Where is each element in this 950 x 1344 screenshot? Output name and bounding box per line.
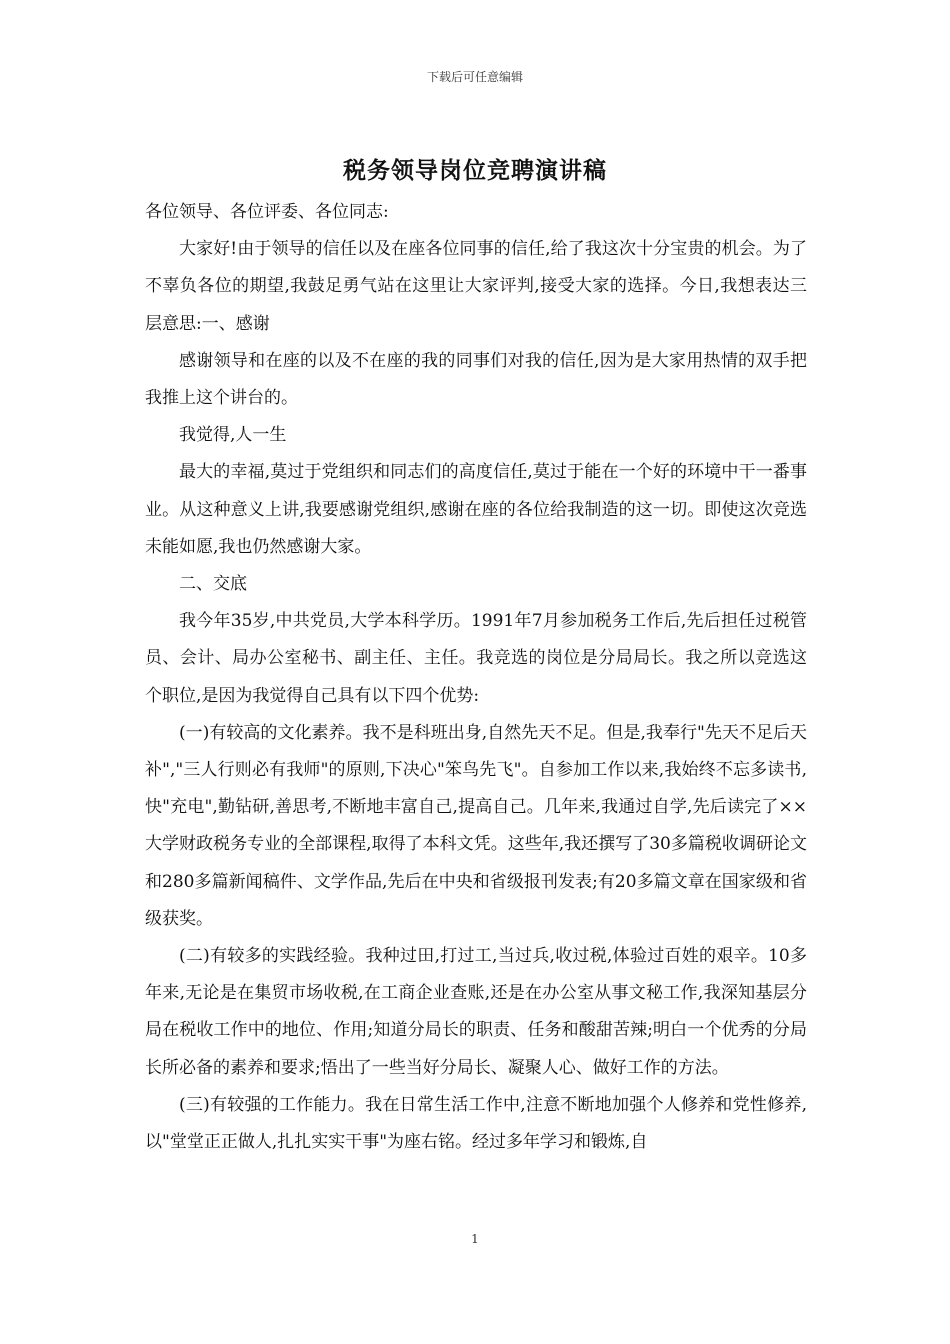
section-heading: 二、交底 <box>179 574 247 595</box>
paragraph: (二)有较多的实践经验。我种过田,打过工,当过兵,收过税,体验过百姓的艰辛。10多年来,无论是在集贸市场收税,在工商企业查账,还是在办公室从事文秘工作,我深知基层分局在税收工作中的地位、作用;知道分局长的职责、任务和酸甜苦辣;明白一个优秀的分局长所必备的素养和要求;悟出了一些当好分局长、凝聚人心、做好工作的方法。 <box>145 946 807 1078</box>
header-note: 下载后可任意编辑 <box>426 70 523 84</box>
paragraph: 我觉得,人一生 <box>179 425 287 446</box>
paragraph: 大家好!由于领导的信任以及在座各位同事的信任,给了我这次十分宝贵的机会。为了不辜负各位的期望,我鼓足勇气站在这里让大家评判,接受大家的选择。今日,我想表达三层意思:一、感谢 <box>145 239 807 334</box>
paragraph: 感谢领导和在座的以及不在座的我的同事们对我的信任,因为是大家用热情的双手把我推上这个讲台的。 <box>145 350 807 409</box>
document-title: 税务领导岗位竞聘演讲稿 <box>343 157 607 184</box>
document-body <box>145 194 807 1161</box>
paragraph: (一)有较高的文化素养。我不是科班出身,自然先天不足。但是,我奉行"先天不足后天补","三人行则必有我师"的原则,下决心"笨鸟先飞"。自参加工作以来,我始终不忘多读书,快"充电",勤钻研,善思考,不断地丰富自己,提高自己。几年来,我通过自学,先后读完了××大学财政税务专业的全部课程,取得了本科文凭。这些年,我还撰写了30多篇税收调研论文和280多篇新闻稿件、文学作品,先后在中央和省级报刊发表;有20多篇文章在国家级和省级获奖。 <box>145 722 807 929</box>
paragraph: 最大的幸福,莫过于党组织和同志们的高度信任,莫过于能在一个好的环境中干一番事业。从这种意义上讲,我要感谢党组织,感谢在座的各位给我制造的这一切。即使这次竞选未能如愿,我也仍然感谢大家。 <box>145 462 807 557</box>
salutation: 各位领导、各位评委、各位同志: <box>145 202 389 222</box>
page-number: 1 <box>471 1232 479 1246</box>
paragraph: 我今年35岁,中共党员,大学本科学历。1991年7月参加税务工作后,先后担任过税管员、会计、局办公室秘书、副主任、主任。我竞选的岗位是分局局长。我之所以竞选这个职位,是因为我觉得自己具有以下四个优势: <box>145 611 807 706</box>
paragraph: (三)有较强的工作能力。我在日常生活工作中,注意不断地加强个人修养和党性修养,以"堂堂正正做人,扎扎实实干事"为座右铭。经过多年学习和锻炼,自 <box>145 1094 807 1153</box>
